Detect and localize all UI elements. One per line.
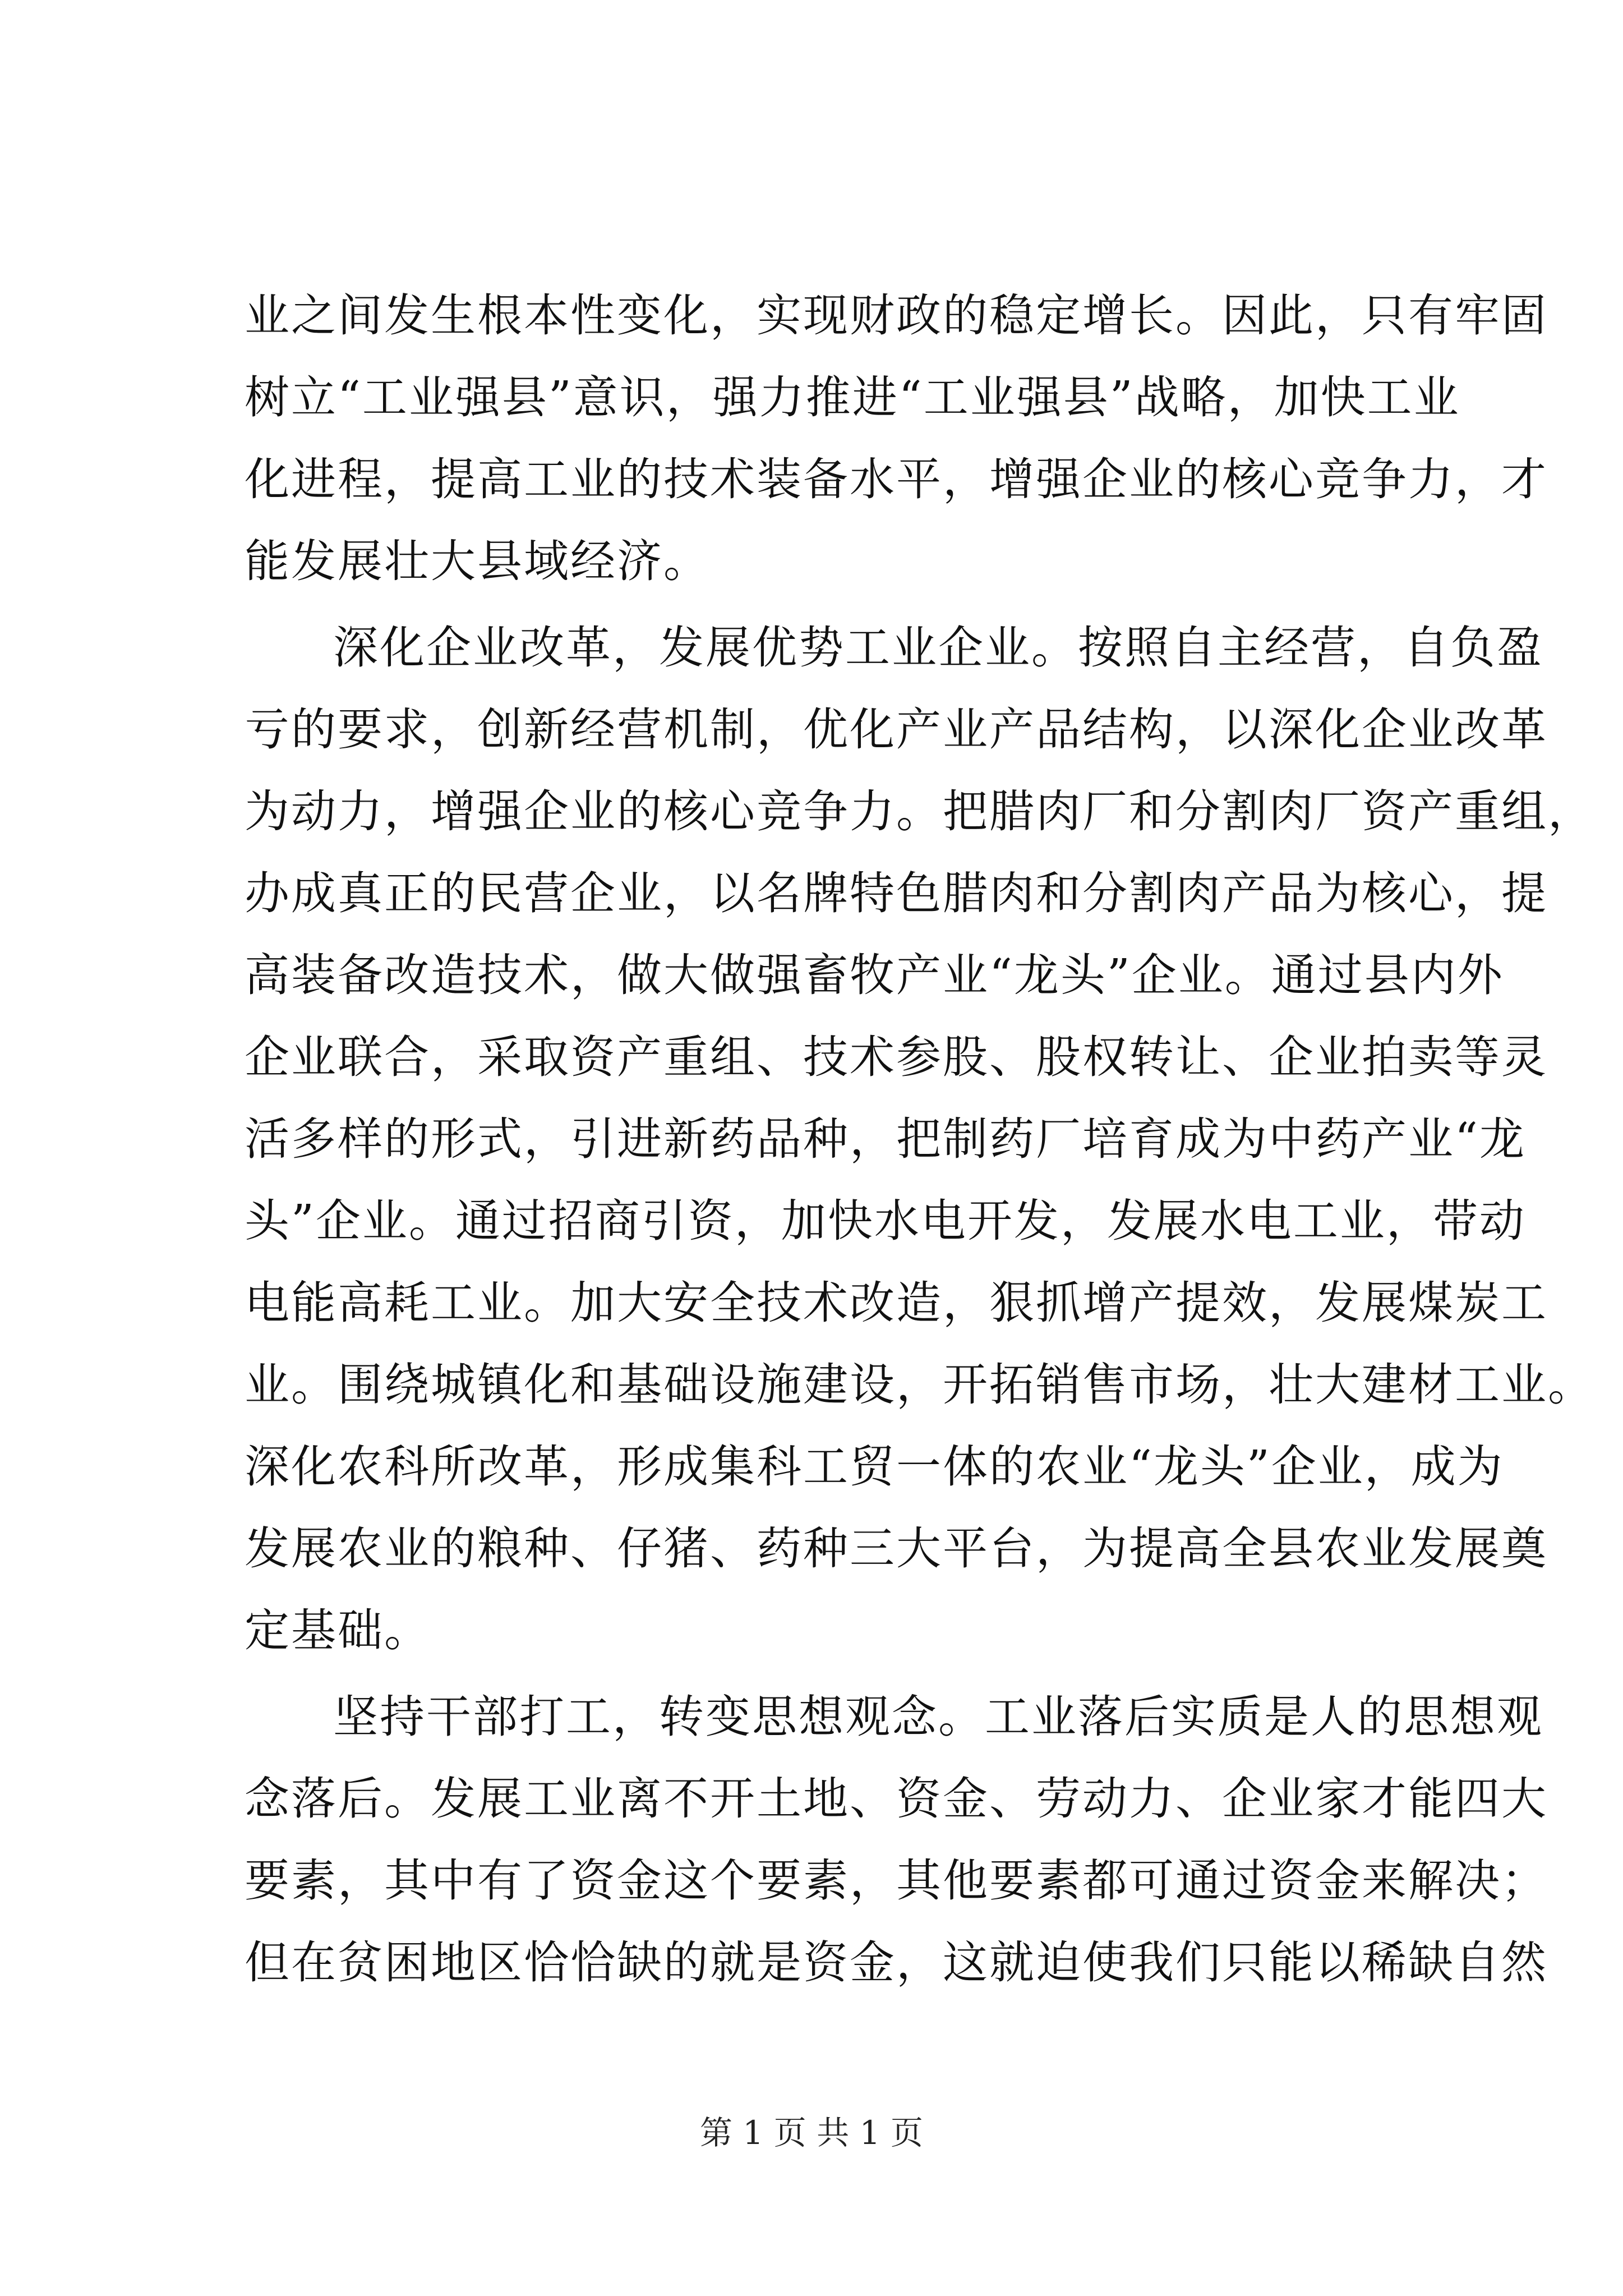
text-line: 企业联合，采取资产重组、技术参股、股权转让、企业拍卖等灵 <box>245 1031 1548 1083</box>
text-line: 业之间发生根本性变化，实现财政的稳定增长。因此，只有牢固 <box>245 289 1548 342</box>
paragraph-3 <box>245 1676 1548 2004</box>
text-line: 高装备改造技术，做大做强畜牧产业“龙头”企业。通过县内外 <box>245 949 1504 1001</box>
text-line: 发展农业的粮种、仔猪、药种三大平台，为提高全县农业发展奠 <box>245 1522 1548 1575</box>
text-line: 能发展壮大县域经济。 <box>245 535 710 587</box>
page-footer: 第 1 页 共 1 页 <box>700 2114 923 2152</box>
text-line: 亏的要求，创新经营机制，优化产业产品结构，以深化企业改革 <box>245 703 1548 756</box>
text-line: 活多样的形式，引进新药品种，把制药厂培育成为中药产业“龙 <box>245 1113 1526 1165</box>
text-line: 业。围绕城镇化和基础设施建设，开拓销售市场，壮大建材工业。 <box>245 1359 1594 1411</box>
document-body <box>245 275 1594 2004</box>
text-line: 坚持干部打工，转变思想观念。工业落后实质是人的思想观 <box>333 1691 1543 1743</box>
text-line: 办成真正的民营企业，以名牌特色腊肉和分割肉产品为核心，提 <box>245 867 1548 919</box>
text-line: 要素，其中有了资金这个要素，其他要素都可通过资金来解决； <box>245 1855 1548 1907</box>
text-line: 化进程，提高工业的技术装备水平，增强企业的核心竞争力，才 <box>245 453 1548 505</box>
text-line: 头”企业。通过招商引资，加快水电开发，发展水电工业，带动 <box>245 1195 1526 1247</box>
text-line: 深化企业改革，发展优势工业企业。按照自主经营，自负盈 <box>333 622 1543 674</box>
text-line: 电能高耗工业。加大安全技术改造，狠抓增产提效，发展煤炭工 <box>245 1277 1548 1329</box>
text-line: 但在贫困地区恰恰缺的就是资金，这就迫使我们只能以稀缺自然 <box>245 1936 1548 1989</box>
text-line: 树立“工业强县”意识，强力推进“工业强县”战略，加快工业 <box>245 371 1460 424</box>
paragraph-2 <box>245 607 1594 1672</box>
paragraph-1 <box>245 275 1548 602</box>
text-line: 念落后。发展工业离不开土地、资金、劳动力、企业家才能四大 <box>245 1773 1548 1825</box>
text-line: 定基础。 <box>245 1604 431 1657</box>
text-line: 深化农科所改革，形成集科工贸一体的农业“龙头”企业，成为 <box>245 1441 1504 1493</box>
text-line: 为动力，增强企业的核心竞争力。把腊肉厂和分割肉厂资产重组， <box>245 785 1594 838</box>
